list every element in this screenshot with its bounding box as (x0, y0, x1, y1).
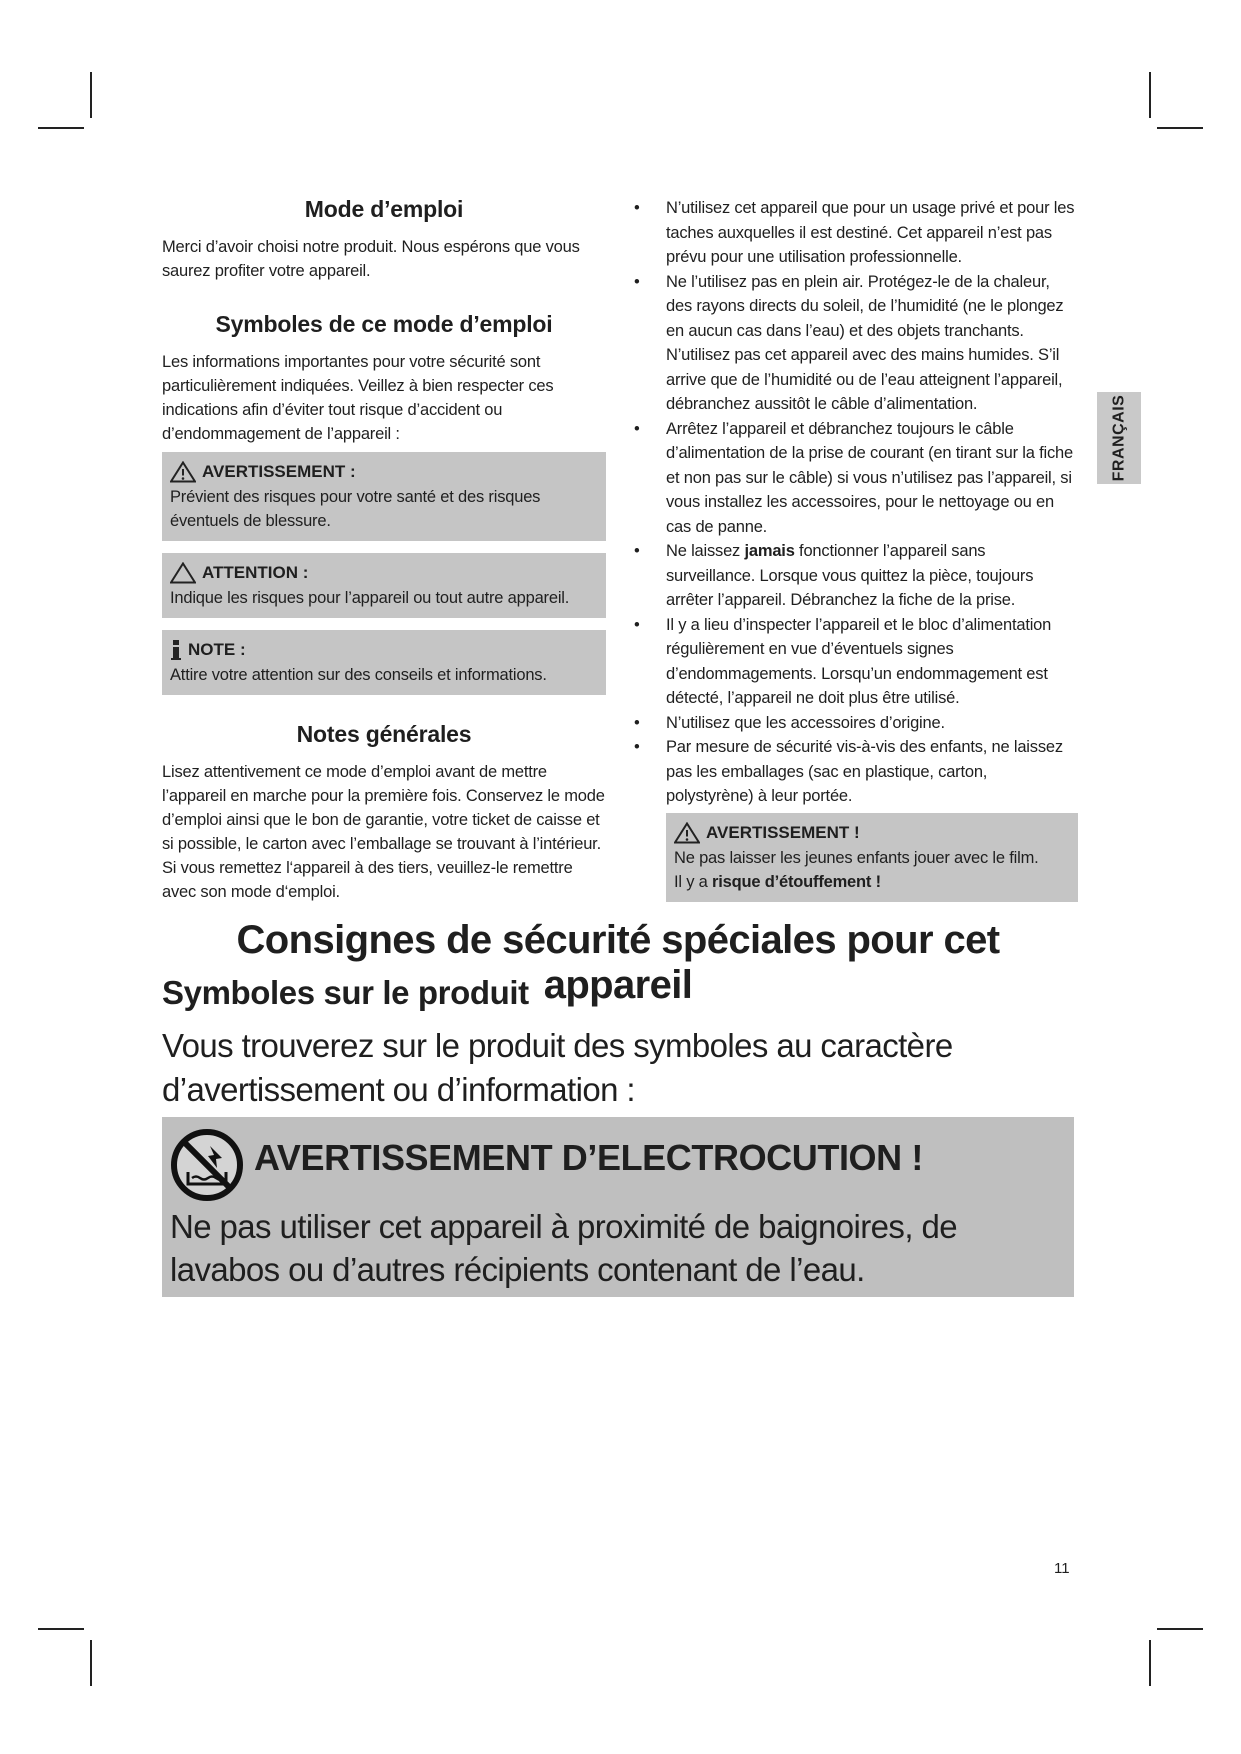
crop-mark-top-left-h (38, 127, 84, 129)
suffocation-risk: risque d’étouffement ! (712, 872, 881, 891)
mode-title: Mode d’emploi (304, 196, 464, 222)
warning-triangle-icon (674, 822, 700, 844)
electrocution-warning-text: Ne pas utiliser cet appareil à proximité de baignoires, de lavabos ou d’autres récipients contenant de l’eau. (170, 1208, 957, 1288)
no-water-electrocution-icon (170, 1128, 244, 1202)
product-symbols-title: Symboles sur le produit (162, 974, 529, 1011)
attention-box (162, 553, 606, 618)
film-warning-text-2 (674, 870, 1070, 894)
list-item: • N’utilisez que les accessoires d’origine. (634, 711, 1078, 736)
list-item: • N’utilisez cet appareil que pour un usage privé et pour les taches auxquelles il est destiné. Cet appareil n’est pas prévu pour une utilisation professionnelle. (634, 196, 1078, 270)
crop-mark-bottom-right-v (1149, 1640, 1151, 1686)
list-item: • Ne l’utilisez pas en plein air. Protégez-le de la chaleur, des rayons directs du soleil, de l’humidité (ne le plongez en aucun cas dans l’eau) et des objets tranchants. N’utilisez pas cet appareil avec des mains humides. S’il arrive que de l’humidité ou de l’eau atteignent l’appareil, débranchez aussitôt le câble d’alimentation. (634, 270, 1078, 417)
bullet4-text-a: Ne laissez (666, 542, 745, 560)
right-column (634, 196, 1078, 914)
safety-title: Consignes de sécurité spéciales pour cet appareil (236, 918, 1000, 1007)
bullet4-text-c: fonctionner l’appareil sans surveillance. Lorsque vous quittez la pièce, toujours arrêter l’appareil. Débranchez la fiche de la prise. (666, 542, 1034, 609)
notes-title: Notes générales (296, 721, 472, 747)
list-item: • Par mesure de sécurité vis-à-vis des enfants, ne laissez pas les emballages (sac en plastique, carton, polystyrène) à leur portée. (634, 735, 1078, 809)
attention-title: ATTENTION : (202, 563, 309, 582)
avertissement-text: Prévient des risques pour votre santé et des risques éventuels de blessure. (170, 488, 541, 530)
note-title: NOTE : (188, 640, 246, 659)
mode-text: Merci d’avoir choisi notre produit. Nous espérons que vous saurez profiter votre appareil. (162, 238, 580, 280)
crop-mark-bottom-left-h (38, 1628, 84, 1630)
avertissement-title: AVERTISSEMENT : (202, 462, 356, 481)
language-tab (1097, 392, 1141, 484)
electrocution-warning-box (162, 1117, 1074, 1297)
caution-triangle-icon (170, 562, 196, 584)
warning-triangle-icon (170, 461, 196, 483)
crop-mark-top-right-v (1149, 72, 1151, 118)
notes-text-2: Si vous remettez l‘appareil à des tiers, veuillez-le remettre avec son mode d‘emploi. (162, 859, 573, 901)
crop-mark-top-left-v (90, 72, 92, 118)
product-symbols-intro: Vous trouverez sur le produit des symboles au caractère d’avertissement ou d’information : (162, 1027, 953, 1108)
safety-list (634, 196, 1078, 809)
crop-mark-top-right-h (1157, 127, 1203, 129)
symbols-text: Les informations importantes pour votre sécurité sont particulièrement indiquées. Veillez à bien respecter ces indications afin d’éviter tout risque d’accident ou d’endommagement de l’appareil : (162, 353, 554, 443)
film-warning-title: AVERTISSEMENT ! (706, 822, 860, 842)
list-item: • Il y a lieu d’inspecter l’appareil et le bloc d’alimentation régulièrement en vue d’éventuels signes d’endommagements. Lorsqu’un endommagement est détecté, l’appareil ne doit plus être utilisé. (634, 613, 1078, 711)
film-warning-box (666, 813, 1078, 902)
attention-text: Indique les risques pour l’appareil ou tout autre appareil. (170, 589, 570, 607)
crop-mark-bottom-right-h (1157, 1628, 1203, 1630)
page-number: 11 (1054, 1560, 1070, 1577)
crop-mark-bottom-left-v (90, 1640, 92, 1686)
avertissement-box (162, 452, 606, 541)
film-warning-text: Ne pas laisser les jeunes enfants jouer avec le film. (674, 848, 1039, 867)
film-warning-text-2a: Il y a (674, 872, 713, 891)
note-box (162, 630, 606, 695)
list-item: • Arrêtez l’appareil et débranchez toujours le câble d’alimentation de la prise de courant (en tirant sur la fiche et non pas sur le câble) si vous n’utilisez pas l’appareil, si vous installez les accessoires, pour le nettoyage ou en cas de panne. (634, 417, 1078, 540)
list-item (634, 539, 1078, 613)
bullet4-emphasis: jamais (744, 542, 795, 560)
notes-text: Lisez attentivement ce mode d’emploi avant de mettre l’appareil en marche pour la première fois. Conservez le mode d’emploi ainsi que le bon de garantie, votre ticket de caisse et si possible, le carton avec l’emballage se trouvant à l’intérieur. (162, 763, 605, 853)
electrocution-warning-title: AVERTISSEMENT D’ELECTROCUTION ! (254, 1137, 923, 1178)
language-tab-label: FRANÇAIS (1110, 394, 1128, 482)
note-text: Attire votre attention sur des conseils et informations. (170, 666, 547, 684)
left-column (162, 196, 606, 904)
info-icon (170, 639, 182, 661)
symbols-title: Symboles de ce mode d’emploi (215, 311, 553, 337)
